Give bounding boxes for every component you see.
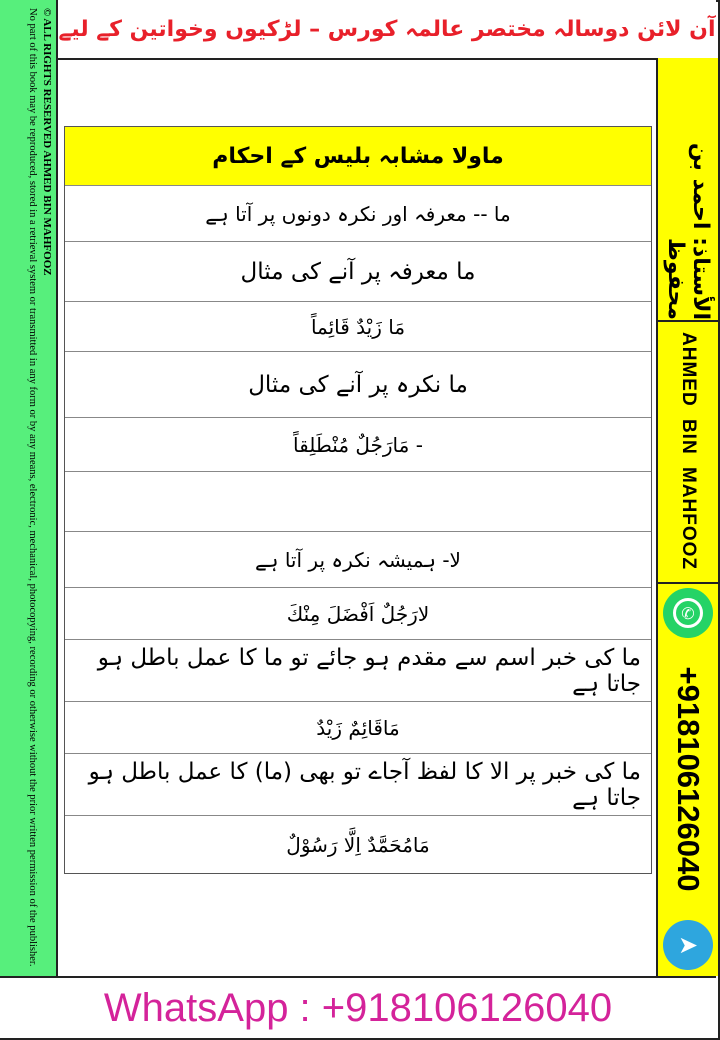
telegram-icon[interactable]: ➤ — [663, 920, 713, 970]
phone-panel — [658, 643, 718, 915]
table-row: مَاقَائِمٌ زَیْدٌ — [65, 701, 651, 753]
table-row: ما کی خبر اسم سے مقدم ہو جائے تو ما کا عمل باطل ہو جاتا ہے — [65, 639, 651, 701]
table-row: ما نکرہ پر آنے کی مثال — [65, 351, 651, 417]
rules-table — [64, 126, 652, 874]
teacher-name-panel — [658, 320, 718, 584]
table-row: ما -- معرفہ اور نکرہ دونوں پر آتا ہے — [65, 185, 651, 241]
table-row: ما معرفہ پر آنے کی مثال — [65, 241, 651, 301]
course-title: آن لائن دوسالہ مختصر عالمہ کورس – لڑکیوں وخواتین کے لیے — [58, 16, 716, 42]
table-row: - مَارَجُلٌ مُنْطَلِقاً — [65, 417, 651, 471]
teacher-name-urdu: الأستاذ: احمد بن محفوظ — [663, 142, 713, 320]
whatsapp-icon[interactable]: ✆ — [663, 588, 713, 638]
whatsapp-footer — [0, 976, 716, 1038]
table-row — [65, 471, 651, 531]
table-row: لا- ہمیشہ نکرہ پر آتا ہے — [65, 531, 651, 587]
teacher-panel — [658, 58, 718, 322]
table-heading: ماولا مشابہ بلیس کے احکام — [65, 127, 651, 185]
teacher-name-english: AHMED BIN MAHFOOZ — [678, 332, 699, 570]
table-row: مَا زَیْدٌ قَائِماً — [65, 301, 651, 351]
copyright-notice: No part of this book may be reproduced, stored in a retrieval system or transmitted in any form or by any means, electronic, mechanical, photocopying, recording or otherwise without the prior written permission of the publisher. — [27, 8, 38, 967]
contact-sidebar — [656, 58, 718, 976]
whatsapp-contact[interactable]: WhatsApp : +918106126040 — [103, 985, 613, 1030]
phone-number: +918106126040 — [671, 666, 706, 892]
copyright-line: © ALL RIGHTS RESERVED AHMED BIN MAHFOOZ — [41, 8, 53, 276]
table-row: ما کی خبر پر الا کا لفظ آجاے تو بھی (ما) کا عمل باطل ہو جاتا ہے — [65, 753, 651, 815]
table-row: مَامُحَمَّدٌ اِلَّا رَسُوْلٌ — [65, 815, 651, 873]
table-row: لارَجُلٌ اَفْضَلَ مِنْكَ — [65, 587, 651, 639]
course-title-banner — [58, 0, 716, 60]
copyright-strip — [0, 0, 58, 976]
